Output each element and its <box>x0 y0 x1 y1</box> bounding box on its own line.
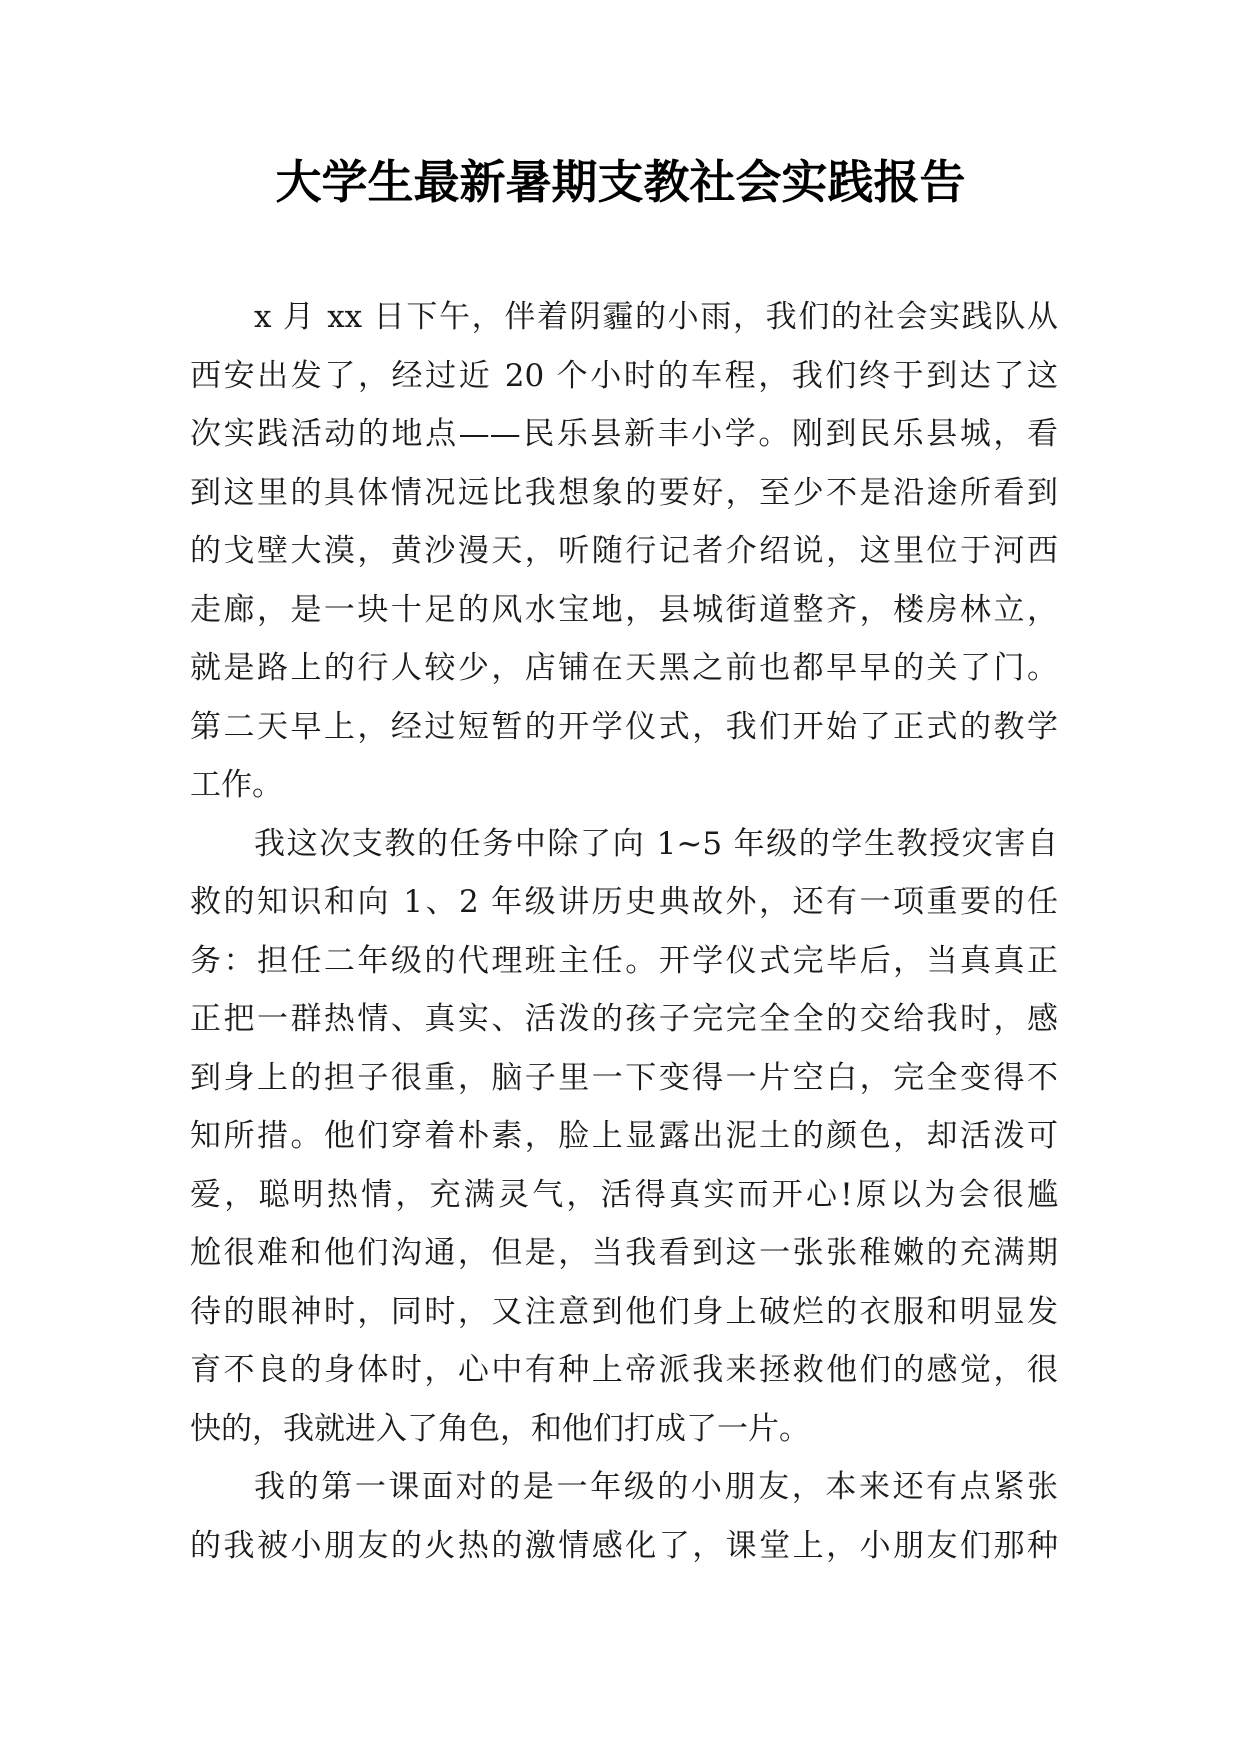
text-line: 我这次支教的任务中除了向 1~5 年级的学生教授灾害自 <box>254 825 1058 862</box>
text-line: 的戈壁大漠，黄沙漫天，听随行记者介绍说，这里位于河西 <box>190 533 1058 569</box>
text-line: 第二天早上，经过短暂的开学仪式，我们开始了正式的教学 <box>190 708 1058 745</box>
text-line: 工作。 <box>190 767 283 803</box>
text-line: 到身上的担子很重，脑子里一下变得一片空白，完全变得不 <box>190 1059 1058 1096</box>
document-body <box>190 288 1058 1575</box>
text-line: x 月 xx 日下午，伴着阴霾的小雨，我们的社会实践队从 <box>254 299 1058 335</box>
text-line: 快的，我就进入了角色，和他们打成了一片。 <box>190 1410 810 1447</box>
text-line: 务：担任二年级的代理班主任。开学仪式完毕后，当真真正 <box>190 942 1058 979</box>
text-line: 尬很难和他们沟通，但是，当我看到这一张张稚嫩的充满期 <box>190 1235 1058 1271</box>
document-title: 大学生最新暑期支教社会实践报告 <box>275 155 966 209</box>
text-line: 的我被小朋友的火热的激情感化了，课堂上，小朋友们那种 <box>190 1527 1058 1564</box>
paragraph-3 <box>190 1458 1058 1575</box>
text-line: 救的知识和向 1、2 年级讲历史典故外，还有一项重要的任 <box>190 884 1058 920</box>
text-line: 就是路上的行人较少，店铺在天黑之前也都早早的关了门。 <box>190 650 1058 686</box>
text-line: 西安出发了，经过近 20 个小时的车程，我们终于到达了这 <box>190 357 1058 394</box>
text-line: 育不良的身体时，心中有种上帝派我来拯救他们的感觉，很 <box>190 1352 1058 1388</box>
paragraph-2 <box>190 815 1058 1459</box>
text-line: 正把一群热情、真实、活泼的孩子完完全全的交给我时，感 <box>190 1001 1058 1037</box>
text-line: 知所措。他们穿着朴素，脸上显露出泥土的颜色，却活泼可 <box>190 1118 1058 1154</box>
paragraph-1 <box>190 288 1058 815</box>
text-line: 到这里的具体情况远比我想象的要好，至少不是沿途所看到 <box>190 474 1058 511</box>
text-line: 爱，聪明热情，充满灵气，活得真实而开心!原以为会很尴 <box>190 1176 1058 1213</box>
text-line: 我的第一课面对的是一年级的小朋友，本来还有点紧张 <box>254 1469 1058 1505</box>
text-line: 次实践活动的地点——民乐县新丰小学。刚到民乐县城，看 <box>190 416 1058 452</box>
text-line: 走廊，是一块十足的风水宝地，县城街道整齐，楼房林立， <box>190 591 1058 628</box>
text-line: 待的眼神时，同时，又注意到他们身上破烂的衣服和明显发 <box>190 1293 1058 1330</box>
